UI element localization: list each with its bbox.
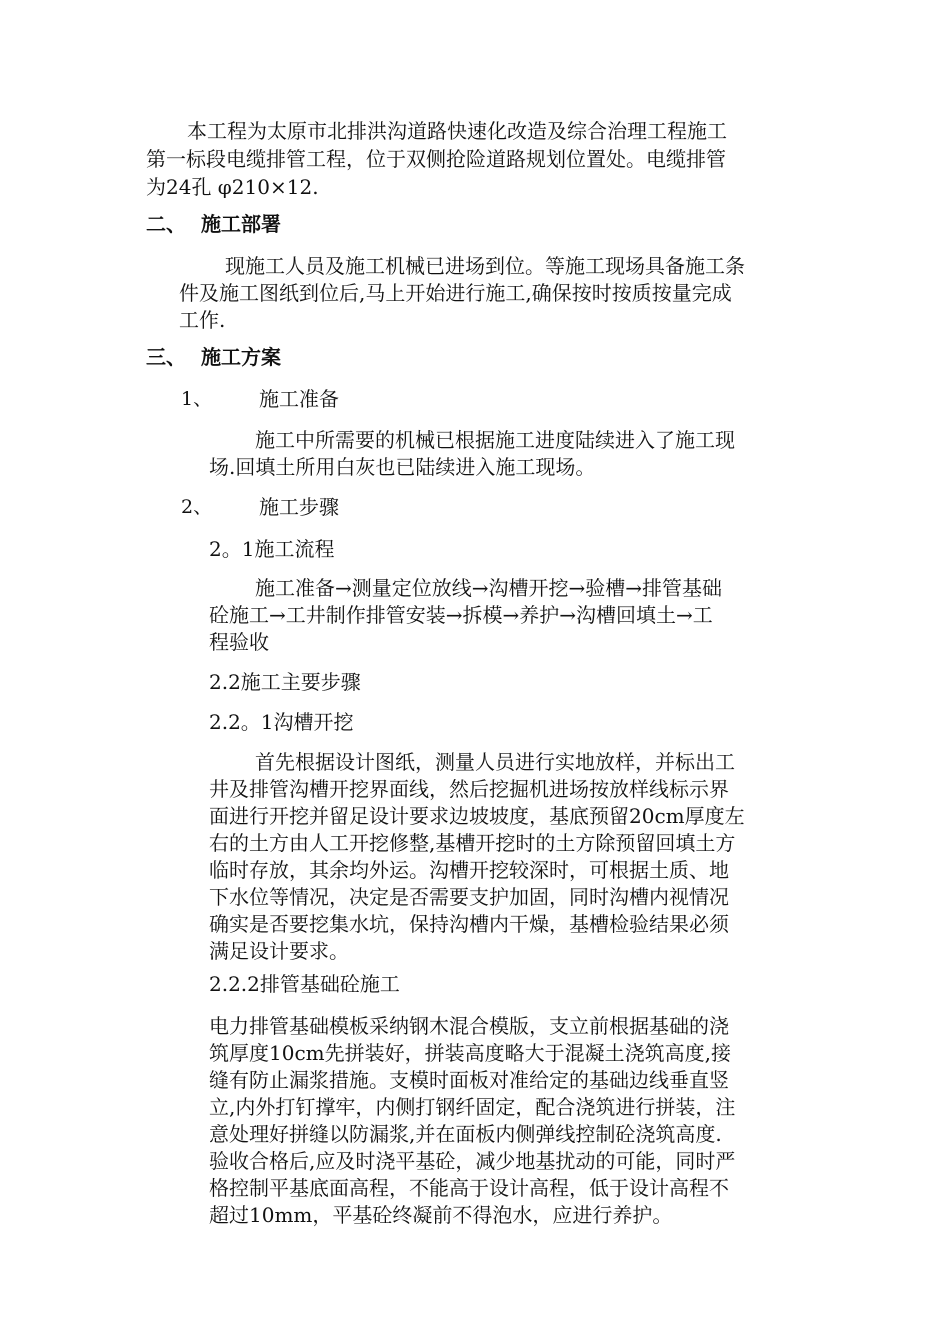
sub-2-2-1-line-4: 右的土方由人工开挖修整,基槽开挖时的土方除预留回填土方 (209, 831, 736, 855)
sub-2-2-1-line-3: 面进行开挖并留足设计要求边坡坡度，基底预留20cm厚度左 (209, 804, 745, 828)
sub-2-number: 2、 (181, 496, 213, 518)
sub-2-2-2-line-2: 筑厚度10cm先拼装好，拼装高度略大于混凝土浇筑高度,接 (209, 1041, 731, 1065)
section-3-title: 施工方案 (201, 345, 281, 369)
section-2-line-1: 现施工人员及施工机械已进场到位。等施工现场具备施工条 (225, 254, 745, 278)
sub-2-2-1-line-7: 确实是否要挖集水坑，保持沟槽内干燥，基槽检验结果必须 (209, 912, 729, 936)
sub-1-line-2: 场.回填土所用白灰也已陆续进入施工现场。 (209, 455, 596, 479)
sub-2-1-line-3: 程验收 (209, 630, 269, 654)
sub-1-line-1: 施工中所需要的机械已根据施工进度陆续进入了施工现 (255, 428, 735, 452)
section-3-number: 三、 (146, 345, 186, 369)
sub-2-2-1-line-1: 首先根据设计图纸，测量人员进行实地放样，并标出工 (255, 750, 735, 774)
sub-2-2-1-line-8: 满足设计要求。 (209, 939, 349, 963)
sub-2-2-2-line-1: 电力排管基础模板采纳钢木混合模版，支立前根据基础的浇 (209, 1014, 729, 1038)
sub-2-2-2-line-7: 格控制平基底面高程，不能高于设计高程，低于设计高程不 (209, 1176, 729, 1200)
sub-2-2-title: 2.2施工主要步骤 (209, 670, 361, 694)
sub-1-number: 1、 (181, 388, 213, 410)
sub-2-2-1-line-5: 临时存放，其余均外运。沟槽开挖较深时，可根据土质、地 (209, 858, 729, 882)
sub-2-2-1-title: 2.2。1沟槽开挖 (209, 710, 354, 734)
section-2-line-2: 件及施工图纸到位后,马上开始进行施工,确保按时按质按量完成 (179, 281, 732, 305)
sub-2-2-2-line-4: 立,内外打钉撑牢，内侧打钢纤固定，配合浇筑进行拼装，注 (209, 1095, 736, 1119)
sub-2-2-2-line-8: 超过10mm，平基砼终凝前不得泡水，应进行养护。 (209, 1203, 673, 1227)
intro-line-1: 本工程为太原市北排洪沟道路快速化改造及综合治理工程施工 (187, 119, 727, 143)
sub-2-2-1-line-2: 井及排管沟槽开挖界面线，然后挖掘机进场按放样线标示界 (209, 777, 729, 801)
intro-line-2: 第一标段电缆排管工程，位于双侧抢险道路规划位置处。电缆排管 (146, 147, 726, 171)
sub-2-1-line-1: 施工准备→测量定位放线→沟槽开挖→验槽→排管基础 (255, 576, 723, 600)
sub-1-title: 施工准备 (259, 387, 339, 411)
sub-2-1-line-2: 砼施工→工井制作排管安装→拆模→养护→沟槽回填土→工 (209, 603, 713, 627)
sub-2-title: 施工步骤 (259, 495, 339, 519)
sub-2-2-2-line-5: 意处理好拼缝以防漏浆,并在面板内侧弹线控制砼浇筑高度. (209, 1122, 722, 1146)
sub-2-2-2-line-6: 验收合格后,应及时浇平基砼，减少地基扰动的可能，同时严 (209, 1149, 736, 1173)
section-2-line-3: 工作. (179, 308, 226, 332)
sub-2-2-1-line-6: 下水位等情况，决定是否需要支护加固，同时沟槽内视情况 (209, 885, 729, 909)
sub-2-1-title: 2。1施工流程 (209, 537, 335, 561)
section-2-number: 二、 (146, 212, 186, 236)
section-2-title: 施工部署 (201, 212, 281, 236)
sub-2-2-2-title: 2.2.2排管基础砼施工 (209, 972, 400, 996)
sub-2-2-2-line-3: 缝有防止漏浆措施。支模时面板对准给定的基础边线垂直竖 (209, 1068, 729, 1092)
intro-line-3: 为24孔 φ210×12. (146, 175, 319, 199)
